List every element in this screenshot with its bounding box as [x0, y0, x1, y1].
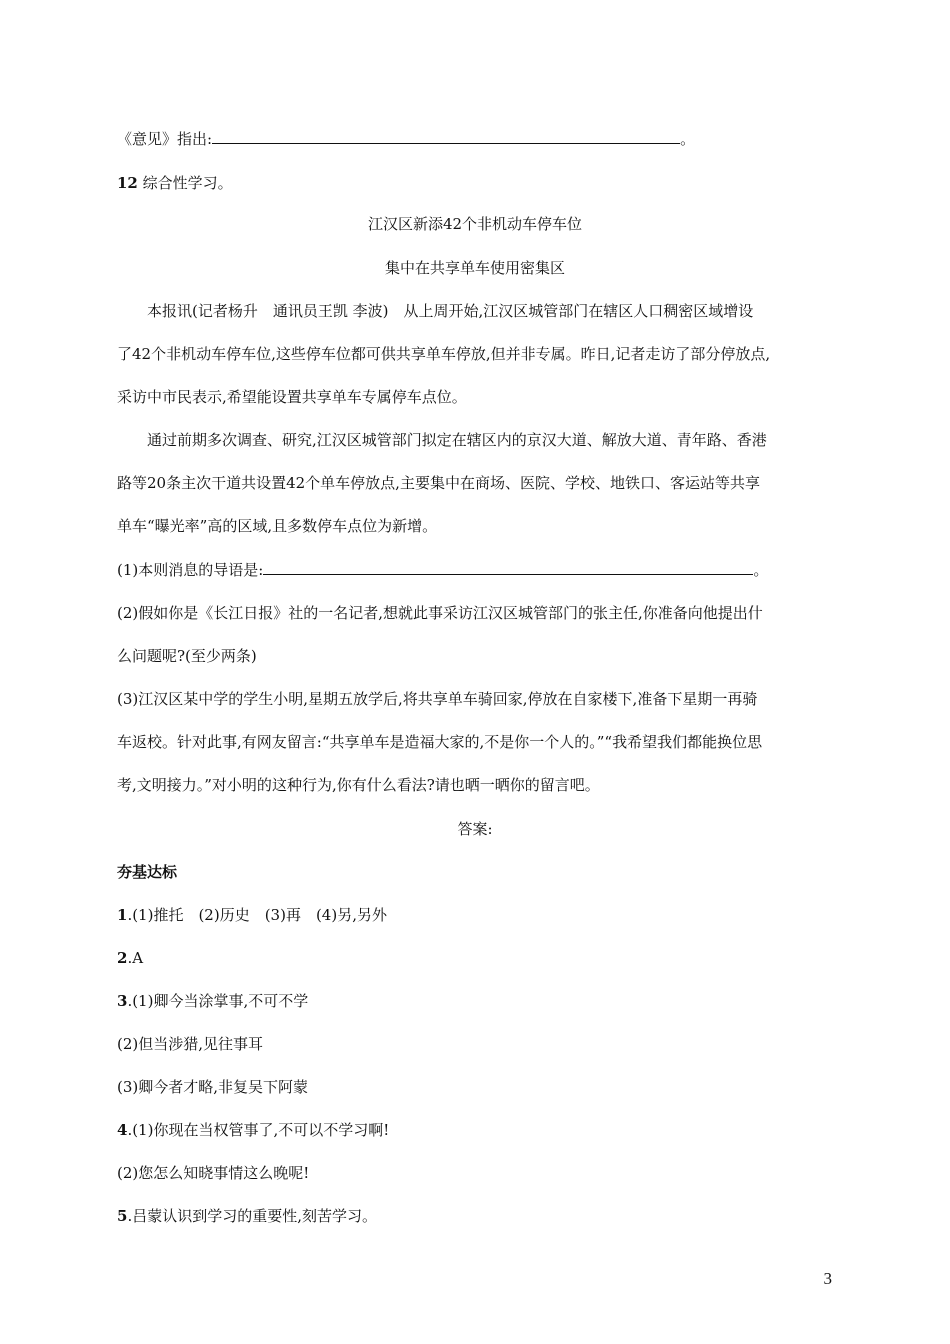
news-para2-line: 单车“曝光率”高的区域,且多数停车点位为新增。 [117, 517, 438, 535]
q12-sub1 [117, 559, 768, 581]
news-subtitle: 集中在共享单车使用密集区 [384, 259, 565, 277]
q11-prefix: 《意见》指出: [117, 130, 213, 148]
answers-section-title: 夯基达标 [117, 863, 178, 881]
news-para1-line: 本报讯(记者杨升 通讯员王凯 李波) 从上周开始,江汉区城管部门在辖区人口稠密区域增设 [147, 302, 754, 320]
q11-line [117, 128, 695, 150]
answer-number: 2 [117, 949, 128, 967]
answer-text: (3)卿今者才略,非复吴下阿蒙 [117, 1078, 309, 1096]
news-para2-line: 路等20条主次干道共设置42个单车停放点,主要集中在商场、医院、学校、地铁口、客运站等共享 [117, 474, 760, 492]
answer-item [117, 990, 308, 1012]
answer-text: .(1)卿今当涂掌事,不可不学 [127, 992, 309, 1010]
answer-item [117, 1076, 308, 1098]
answers-heading: 答案: [457, 820, 493, 838]
q11-answer-blank [212, 129, 680, 144]
q12-sub1-blank [263, 560, 753, 575]
page-number: 3 [823, 1269, 832, 1288]
q12-sub1-prefix: (1)本则消息的导语是: [117, 561, 264, 579]
q11-suffix: 。 [680, 130, 696, 148]
q12-heading [117, 172, 233, 194]
answer-item [117, 1205, 377, 1227]
answer-number: 4 [117, 1121, 128, 1139]
answer-item [117, 904, 387, 926]
answer-text: .A [127, 949, 144, 967]
q12-sub3-line: 车返校。针对此事,有网友留言:“共享单车是造福大家的,不是你一个人的。”“我希望我们都能换位思 [117, 733, 763, 751]
q12-label: 综合性学习。 [142, 174, 233, 192]
answer-item [117, 1162, 309, 1184]
answer-number: 3 [117, 992, 128, 1010]
q12-sub2-line: 么问题呢?(至少两条) [117, 647, 257, 665]
q12-sub2-line: (2)假如你是《长江日报》社的一名记者,想就此事采访江汉区城管部门的张主任,你准备向他提出什 [117, 604, 763, 622]
news-para1-line: 采访中市民表示,希望能设置共享单车专属停车点位。 [117, 388, 467, 406]
news-para1-line: 了42个非机动车停车位,这些停车位都可供共享单车停放,但并非专属。昨日,记者走访了部分停放点, [117, 345, 771, 363]
answer-number: 1 [117, 906, 128, 924]
answer-text: .(1)你现在当权管事了,不可以不学习啊! [127, 1121, 390, 1139]
news-title: 江汉区新添42个非机动车停车位 [367, 215, 583, 233]
q12-number: 12 [117, 174, 138, 192]
answer-number: 5 [117, 1207, 128, 1225]
answer-text: .吕蒙认识到学习的重要性,刻苦学习。 [127, 1207, 377, 1225]
answer-item [117, 1033, 263, 1055]
q12-sub3-line: (3)江汉区某中学的学生小明,星期五放学后,将共享单车骑回家,停放在自家楼下,准备下星期一再骑 [117, 690, 758, 708]
answer-text: .(1)推托 (2)历史 (3)再 (4)另,另外 [127, 906, 387, 924]
answer-text: (2)您怎么知晓事情这么晚呢! [117, 1164, 310, 1182]
news-para2-line: 通过前期多次调查、研究,江汉区城管部门拟定在辖区内的京汉大道、解放大道、青年路、香港 [147, 431, 767, 449]
q12-sub1-suffix: 。 [753, 561, 769, 579]
q12-sub3-line: 考,文明接力。”对小明的这种行为,你有什么看法?请也晒一晒你的留言吧。 [117, 776, 600, 794]
answer-item [117, 947, 143, 969]
answer-text: (2)但当涉猎,见往事耳 [117, 1035, 264, 1053]
answer-item [117, 1119, 389, 1141]
